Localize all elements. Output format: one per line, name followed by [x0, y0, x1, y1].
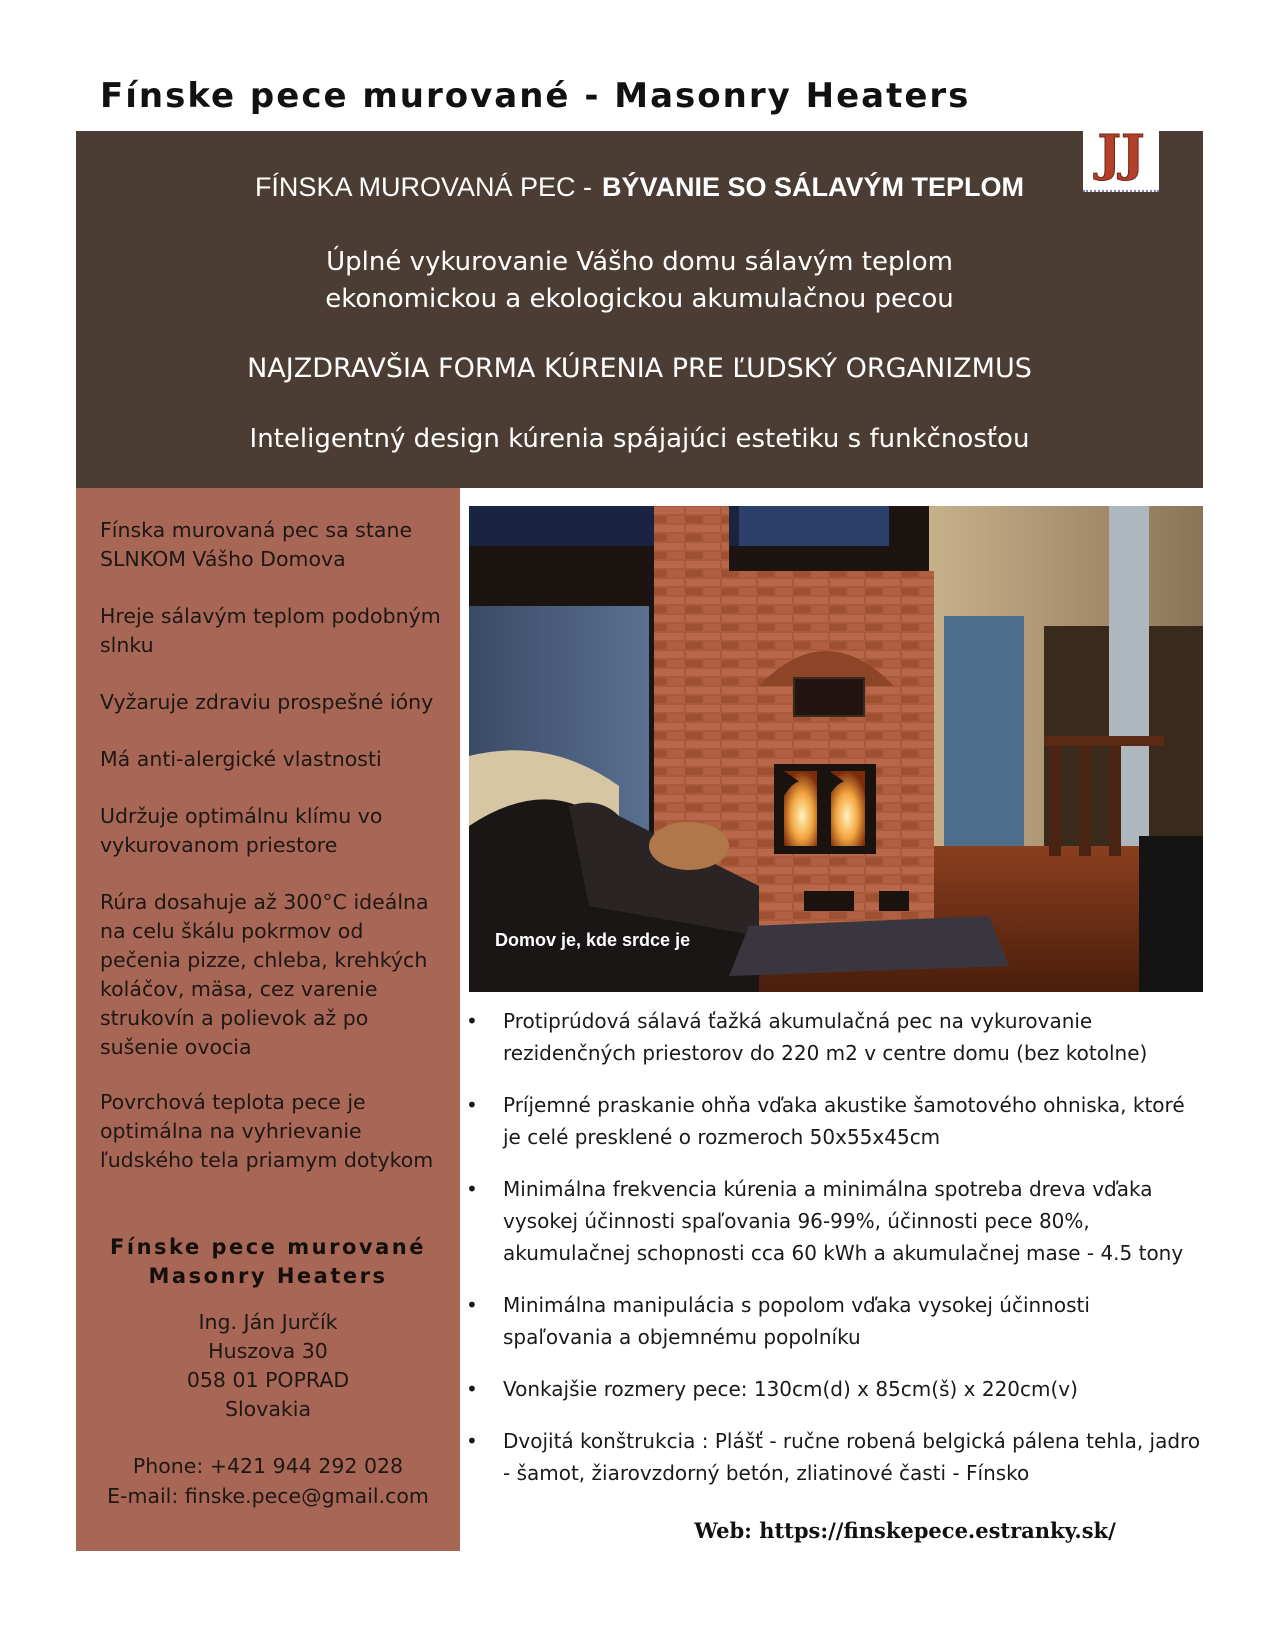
address-line: Ing. Ján Jurčík	[198, 1310, 338, 1334]
bullet-icon: •	[466, 1429, 478, 1453]
benefit-item: Hreje sálavým teplom podobným slnku	[100, 604, 441, 657]
sidebar-benefits	[76, 488, 460, 1551]
banner-subtitle-line1: Úplné vykurovanie Vášho domu sálavým teplom	[326, 247, 953, 277]
benefit-item: Vyžaruje zdraviu prospešné ióny	[100, 690, 434, 714]
feature-text: Vonkajšie rozmery pece: 130cm(d) x 85cm(š) x 220cm(v)	[503, 1377, 1078, 1401]
fireplace-illustration	[469, 506, 1203, 992]
bullet-icon: •	[466, 1293, 478, 1317]
banner-tagline: NAJZDRAVŠIA FORMA KÚRENIA PRE ĽUDSKÝ ORGANIZMUS	[247, 353, 1032, 384]
banner-subtitle-line2: ekonomickou a ekologickou akumulačnou pecou	[325, 284, 954, 314]
feature-text: Minimálna frekvencia kúrenia a minimálna spotreba dreva vďaka vysokej účinnosti spaľovania 96-99%, účinnosti pece 80%, akumulačnej schopnosti cca 60 kWh a akumulačnej mase - 4.5 tony	[503, 1177, 1184, 1265]
feature-item	[460, 1373, 1205, 1405]
feature-text: Dvojitá konštrukcia : Plášť - ručne robená belgická pálena tehla, jadro - šamot, žiarovzdorný betón, zliatinové časti - Fínsko	[503, 1429, 1201, 1485]
bullet-icon: •	[466, 1009, 478, 1033]
bullet-icon: •	[466, 1093, 478, 1117]
features-list	[460, 1005, 1205, 1509]
sidebar-company-name	[76, 1233, 460, 1291]
banner-headline-bold: BÝVANIE SO SÁLAVÝM TEPLOM	[602, 172, 1025, 202]
feature-text: Príjemné praskanie ohňa vďaka akustike šamotového ohniska, ktoré je celé presklené o rozmeroch 50x55x45cm	[503, 1093, 1185, 1149]
company-line2: Masonry Heaters	[148, 1264, 388, 1288]
email-link[interactable]: E-mail: finske.pece@gmail.com	[107, 1484, 429, 1508]
feature-item	[460, 1005, 1205, 1069]
company-line1: Fínske pece murované	[110, 1235, 426, 1259]
sidebar-contact	[76, 1451, 460, 1511]
bullet-icon: •	[466, 1377, 478, 1401]
banner-headline-regular: FÍNSKA MUROVANÁ PEC -	[254, 172, 592, 202]
header-banner	[76, 131, 1203, 488]
website-link[interactable]: Web: https://finskepece.estranky.sk/	[694, 1518, 1116, 1543]
sidebar-address	[76, 1308, 460, 1424]
page-title: Fínske pece murované - Masonry Heaters	[100, 76, 971, 116]
jj-logo	[1083, 118, 1159, 192]
feature-text: Protiprúdová sálavá ťažká akumulačná pec na vykurovanie rezidenčných priestorov do 220 m2 v centre domu (bez kotolne)	[503, 1009, 1148, 1065]
benefit-item: Udržuje optimálnu klímu vo vykurovanom priestore	[100, 804, 383, 857]
banner-subtitle	[76, 244, 1203, 318]
feature-item	[460, 1173, 1205, 1269]
benefit-item: Povrchová teplota pece je optimálna na vyhrievanie ľudského tela priamym dotykom	[100, 1090, 434, 1172]
benefit-item: Rúra dosahuje až 300°C ideálna na celu škálu pokrmov od pečenia pizze, chleba, krehkých koláčov, mäsa, cez varenie strukovín a polievok až po sušenie ovocia	[100, 890, 429, 1059]
address-line: 058 01 POPRAD	[186, 1368, 350, 1392]
bullet-icon: •	[466, 1177, 478, 1201]
photo-caption: Domov je, kde srdce je	[495, 930, 691, 950]
logo-text: JJ	[1097, 123, 1145, 182]
benefit-item: Fínska murovaná pec sa stane SLNKOM Vášho Domova	[100, 518, 413, 571]
feature-item	[460, 1289, 1205, 1353]
banner-headline	[76, 172, 1203, 203]
address-line: Slovakia	[224, 1397, 312, 1421]
phone-text: Phone: +421 944 292 028	[132, 1454, 404, 1478]
feature-text: Minimálna manipulácia s popolom vďaka vysokej účinnosti spaľovania a objemnému popolníku	[503, 1293, 1090, 1349]
fireplace-photo	[469, 506, 1203, 992]
banner-design-line: Inteligentný design kúrenia spájajúci estetiku s funkčnosťou	[249, 424, 1030, 454]
feature-item	[460, 1425, 1205, 1489]
address-line: Huszova 30	[208, 1339, 328, 1363]
feature-item	[460, 1089, 1205, 1153]
benefit-item: Má anti-alergické vlastnosti	[100, 747, 382, 771]
